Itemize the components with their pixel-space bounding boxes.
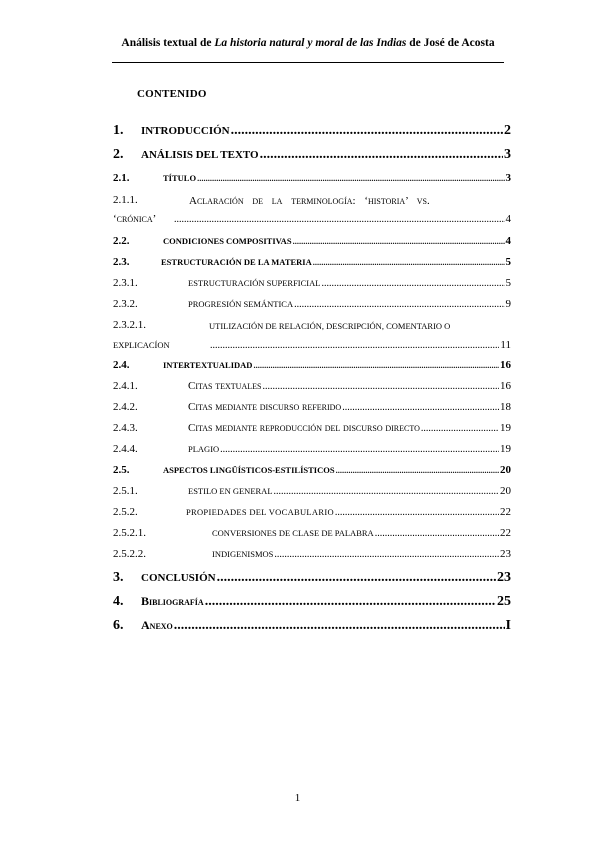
toc-entry-page: 9 <box>505 298 511 310</box>
toc-entry-number: 2.5.2.2. <box>113 548 146 560</box>
toc-entry-title: Citas mediante discurso referido <box>188 401 342 413</box>
dot-leader <box>231 123 503 139</box>
toc-entry-estructuracion[interactable] <box>113 256 511 268</box>
toc-entry-number: 2.4.4. <box>113 443 138 455</box>
toc-entry-page: 16 <box>500 359 511 371</box>
toc-entry-titulo[interactable] <box>113 172 511 184</box>
toc-entry-propiedades[interactable] <box>113 506 511 518</box>
toc-entry-page: 20 <box>500 464 511 476</box>
toc-entry-title: CONCLUSIÓN <box>141 572 216 584</box>
toc-entry-page: 4 <box>505 235 511 247</box>
dot-leader <box>274 486 499 497</box>
toc-entry-page: I <box>505 618 511 633</box>
toc-entry-title: TÍTULO <box>163 173 197 183</box>
toc-entry-title: Citas mediante reproducción del discurso directo <box>188 422 420 434</box>
toc-entry-page: 11 <box>500 339 511 351</box>
dot-leader <box>294 299 504 310</box>
toc-heading: CONTENIDO <box>137 88 207 100</box>
toc-entry-title: INTERTEXTUALIDAD <box>163 360 253 370</box>
dot-leader <box>210 340 499 351</box>
toc-entry-estilo[interactable] <box>113 485 511 497</box>
toc-entry-introduccion[interactable] <box>113 123 511 139</box>
toc-entry-title: Bibliografía <box>141 594 204 608</box>
toc-entry-aspectos[interactable] <box>113 464 511 476</box>
toc-entry-page: 23 <box>497 570 511 585</box>
toc-entry-title: CONVERSIONES DE CLASE DE PALABRA <box>212 528 374 538</box>
toc-entry-number: 2.1.1. <box>113 194 138 206</box>
toc-entry-bibliografia[interactable] <box>113 594 511 610</box>
toc-entry-aclaracion-line2[interactable] <box>113 213 511 225</box>
toc-entry-page: 22 <box>500 506 511 518</box>
dot-leader <box>336 465 499 475</box>
running-header <box>112 37 504 49</box>
dot-leader <box>293 236 505 246</box>
toc-entry-page: 25 <box>497 594 511 609</box>
toc-entry-number: 2.3. <box>113 256 130 268</box>
toc-entry-anexo[interactable] <box>113 618 511 634</box>
dot-leader <box>174 618 505 634</box>
toc-entry-page: 2 <box>504 123 511 138</box>
toc-entry-page: 16 <box>500 380 511 392</box>
toc-entry-number: 2. <box>113 147 124 162</box>
toc-entry-title-cont: EXPLICACÍON <box>113 340 170 350</box>
toc-entry-number: 6. <box>113 618 124 633</box>
toc-entry-number: 2.5.2. <box>113 506 138 518</box>
toc-entry-page: 23 <box>500 548 511 560</box>
toc-entry-number: 2.5. <box>113 464 130 476</box>
dot-leader <box>321 278 504 289</box>
toc-entry-page: 19 <box>500 422 511 434</box>
toc-entry-title: Anexo <box>141 618 173 632</box>
dot-leader <box>313 257 505 267</box>
dot-leader <box>174 214 505 225</box>
dot-leader <box>205 594 496 610</box>
toc-entry-page: 5 <box>505 256 511 268</box>
dot-leader <box>375 528 499 539</box>
toc-entry-title: CONDICIONES COMPOSITIVAS <box>163 236 292 246</box>
toc-entry-page: 3 <box>505 172 511 184</box>
toc-entry-page: 22 <box>500 527 511 539</box>
toc-entry-number: 2.5.2.1. <box>113 527 146 539</box>
dot-leader <box>262 381 499 392</box>
toc-entry-page: 19 <box>500 443 511 455</box>
toc-entry-number: 4. <box>113 594 124 609</box>
toc-entry-progresion[interactable] <box>113 298 511 310</box>
toc-entry-title: INDIGENISMOS <box>212 549 274 559</box>
dot-leader <box>335 507 499 518</box>
dot-leader <box>220 444 499 455</box>
toc-entry-conclusion[interactable] <box>113 570 511 586</box>
dot-leader <box>421 423 499 434</box>
dot-leader <box>274 549 499 560</box>
toc-entry-number: 2.3.1. <box>113 277 138 289</box>
toc-entry-number: 2.5.1. <box>113 485 138 497</box>
toc-entry-title: Citas textuales <box>188 380 262 392</box>
toc-entry-page: 5 <box>505 277 511 289</box>
toc-entry-utilizacion-line1[interactable] <box>113 319 511 331</box>
toc-entry-condiciones[interactable] <box>113 235 511 247</box>
toc-entry-title: UTILIZACIÓN DE RELACIÓN, DESCRIPCIÓN, COMENTARIO O <box>209 321 451 331</box>
toc-entry-title: PROGRESIÓN SEMÁNTICA <box>188 299 294 309</box>
header-suffix: de José de Acosta <box>406 37 495 49</box>
toc-entry-citas-discurso-directo[interactable] <box>113 422 511 434</box>
toc-entry-title: ESTILO EN GENERAL <box>188 486 273 496</box>
toc-entry-plagio[interactable] <box>113 443 511 455</box>
toc-entry-title: INTRODUCCIÓN <box>141 125 230 137</box>
toc-entry-indigenismos[interactable] <box>113 548 511 560</box>
toc-entry-citas-discurso-referido[interactable] <box>113 401 511 413</box>
toc-entry-title: PLAGIO <box>188 444 220 454</box>
toc-entry-title-cont: ‘crónica’ <box>113 213 157 225</box>
toc-entry-title: ESTRUCTURACIÓN SUPERFICIAL <box>188 278 321 288</box>
toc-entry-number: 1. <box>113 123 124 138</box>
toc-entry-intertextualidad[interactable] <box>113 359 511 371</box>
dot-leader <box>260 147 503 163</box>
toc-entry-number: 2.3.2. <box>113 298 138 310</box>
dot-leader <box>253 360 499 370</box>
toc-entry-estructuracion-superficial[interactable] <box>113 277 511 289</box>
toc-entry-citas-textuales[interactable] <box>113 380 511 392</box>
header-rule <box>112 62 504 63</box>
toc-entry-number: 2.4.1. <box>113 380 138 392</box>
toc-entry-analisis[interactable] <box>113 147 511 163</box>
toc-entry-utilizacion-line2[interactable] <box>113 339 511 351</box>
toc-entry-page: 3 <box>504 147 511 162</box>
toc-entry-title: PROPIEDADES DEL VOCABULARIO <box>186 507 334 517</box>
toc-entry-title: Aclaración de la terminología: ‘historia’ vs. <box>189 195 430 207</box>
dot-leader <box>342 402 499 413</box>
toc-entry-number: 2.4.2. <box>113 401 138 413</box>
toc-entry-number: 2.1. <box>113 172 130 184</box>
toc-entry-page: 18 <box>500 401 511 413</box>
page-number: 1 <box>294 792 301 804</box>
toc-entry-aclaracion-line1[interactable] <box>113 194 511 206</box>
toc-entry-number: 2.4. <box>113 359 130 371</box>
toc-entry-number: 3. <box>113 570 124 585</box>
dot-leader <box>217 570 496 586</box>
toc-entry-title: ESTRUCTURACIÓN DE LA MATERIA <box>161 257 312 267</box>
dot-leader <box>197 173 504 183</box>
toc-entry-number: 2.4.3. <box>113 422 138 434</box>
toc-entry-title: ASPECTOS LINGÜÍSTICOS-ESTILÍSTICOS <box>163 465 335 475</box>
header-prefix: Análisis textual de <box>121 37 215 49</box>
toc-entry-page: 20 <box>500 485 511 497</box>
toc-entry-page: 4 <box>505 213 511 225</box>
header-book-title: La historia natural y moral de las Indias <box>214 37 407 49</box>
toc-entry-title: ANÁLISIS DEL TEXTO <box>141 149 259 161</box>
toc-entry-conversiones[interactable] <box>113 527 511 539</box>
toc-entry-number: 2.3.2.1. <box>113 319 146 331</box>
toc-entry-number: 2.2. <box>113 235 130 247</box>
